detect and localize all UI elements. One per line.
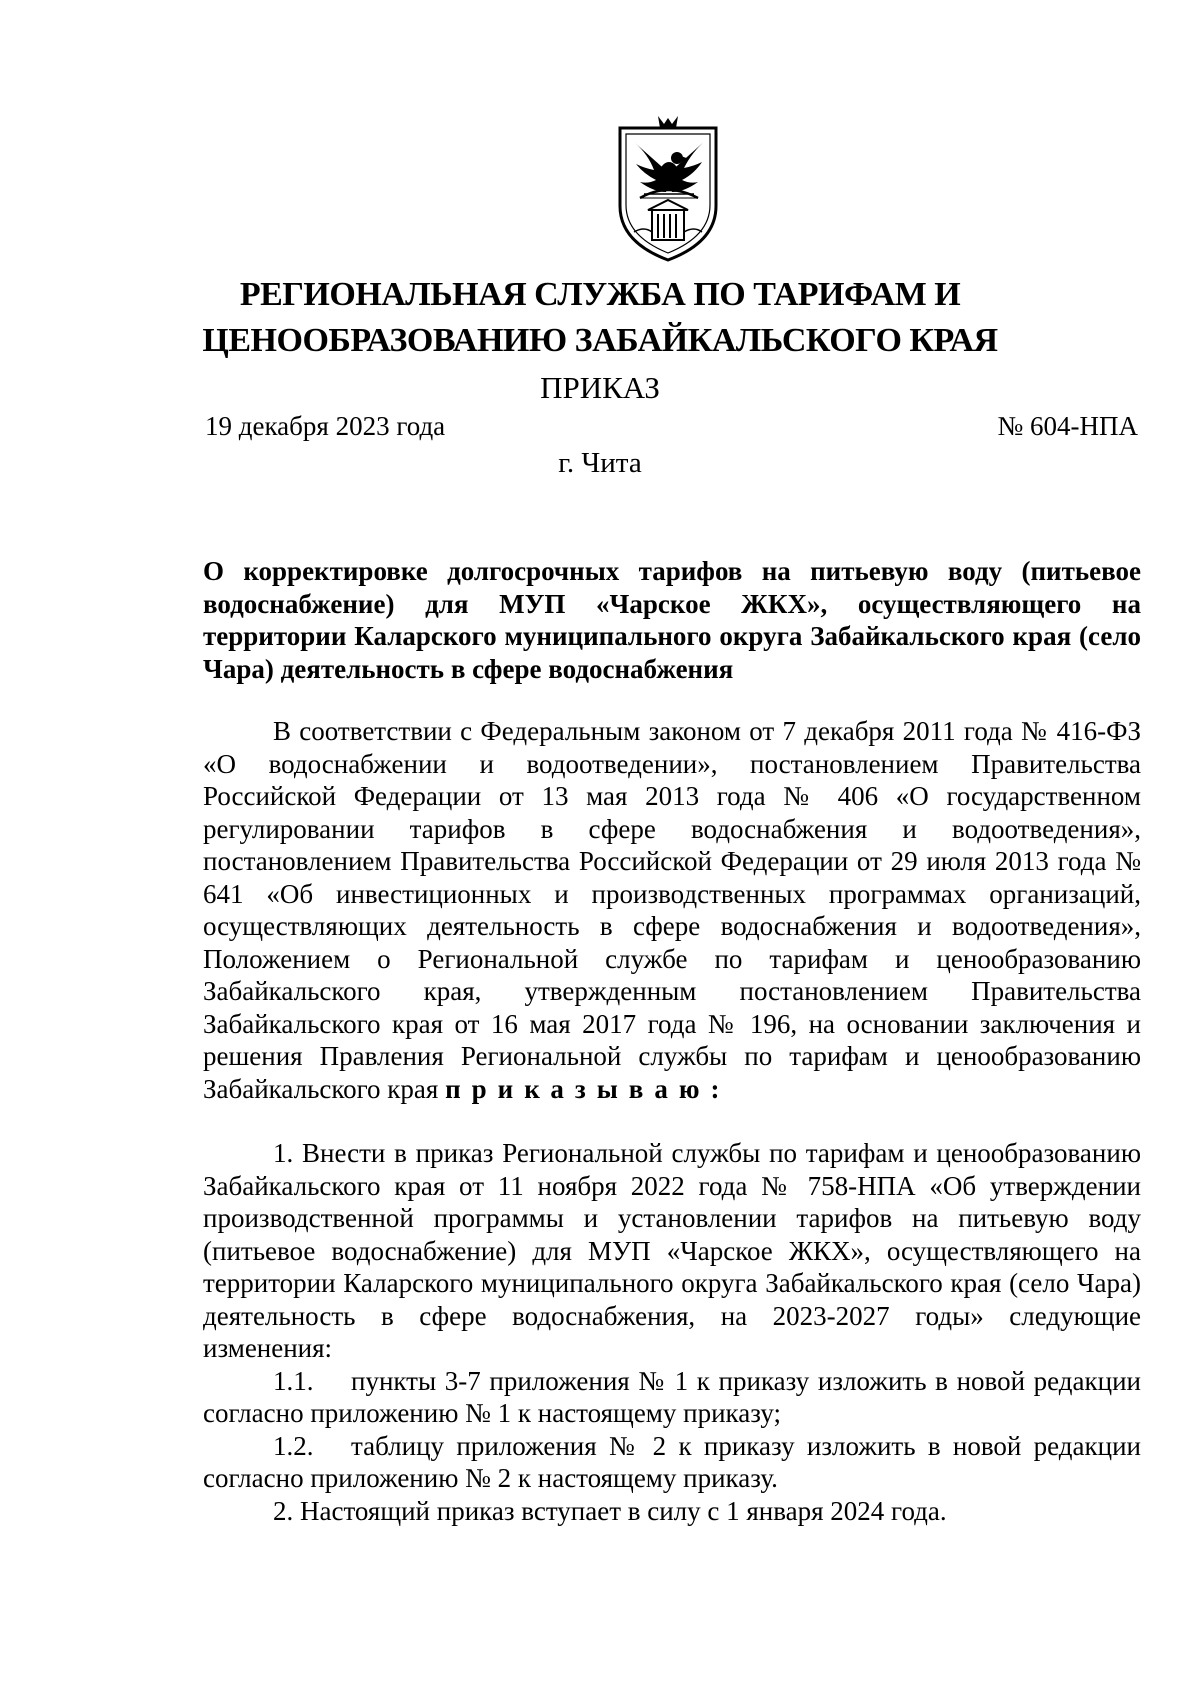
organization-title (0, 272, 1200, 364)
organization-title-line2: ЦЕНООБРАЗОВАНИЮ ЗАБАЙКАЛЬСКОГО КРАЯ (202, 322, 998, 359)
order-subject: О корректировке долгосрочных тарифов на питьевую воду (питьевое водоснабжение) для МУП «Чарское ЖКХ», осуществляющего на территории Каларского муниципального округа Забайкальского края (село Чара) деятельность в сфере водоснабжения (203, 556, 1141, 684)
item-1-1 (203, 1365, 1141, 1430)
preamble-paragraph (203, 715, 1141, 1105)
order-date: 19 декабря 2023 года (205, 411, 446, 441)
document-type: ПРИКАЗ (540, 370, 660, 405)
preamble-text: В соответствии с Федеральным законом от 7 декабря 2011 года № 416-ФЗ «О водоснабжении и водоотведении», постановлением Правительства Российской Федерации от 13 мая 2013 года № 406 «О государственном регулировании тарифов в сфере водоснабжения и водоотведения», постановлением Правительства Российской Федерации от 29 июля 2013 года № 641 «Об инвестиционных и производственных программах организаций, осуществляющих деятельность в сфере водоснабжения и водоотведения», Положением о Региональной службе по тарифам и ценообразованию Забайкальского края, утвержденным постановлением Правительства Забайкальского края от 16 мая 2017 года № 196, на основании заключения и решения Правления Региональной службы по тарифам и ценообразованию Забайкальского края (203, 716, 1141, 1104)
item-1-2-text: таблицу приложения № 2 к приказу изложить в новой редакции согласно приложению № 2 к настоящему приказу. (203, 1430, 1141, 1493)
decree-word: приказываю: (445, 1073, 731, 1104)
item-2: 2. Настоящий приказ вступает в силу с 1 января 2024 года. (273, 1495, 947, 1526)
order-body (203, 715, 1141, 1527)
coat-of-arms-icon (614, 114, 722, 264)
item-1-1-number: 1.1. (273, 1365, 314, 1396)
order-city: г. Чита (558, 447, 642, 479)
item-1: 1. Внести в приказ Региональной службы по тарифам и ценообразованию Забайкальского края от 11 ноября 2022 года № 758-НПА «Об утверждении производственной программы и установлении тарифов на питьевую воду (питьевое водоснабжение) для МУП «Чарское ЖКХ», осуществляющего на территории Каларского муниципального округа Забайкальского края (село Чара) деятельность в сфере водоснабжения, на 2023-2027 годы» следующие изменения: (203, 1138, 1141, 1363)
organization-title-line1: РЕГИОНАЛЬНАЯ СЛУЖБА ПО ТАРИФАМ И (239, 276, 961, 313)
item-1-2 (203, 1430, 1141, 1495)
order-number: № 604-НПА (997, 411, 1138, 441)
item-1-1-text: пункты 3-7 приложения № 1 к приказу изложить в новой редакции согласно приложению № 1 к настоящему приказу; (203, 1365, 1141, 1428)
item-1-2-number: 1.2. (273, 1430, 314, 1461)
paragraph-gap (203, 1105, 1141, 1137)
